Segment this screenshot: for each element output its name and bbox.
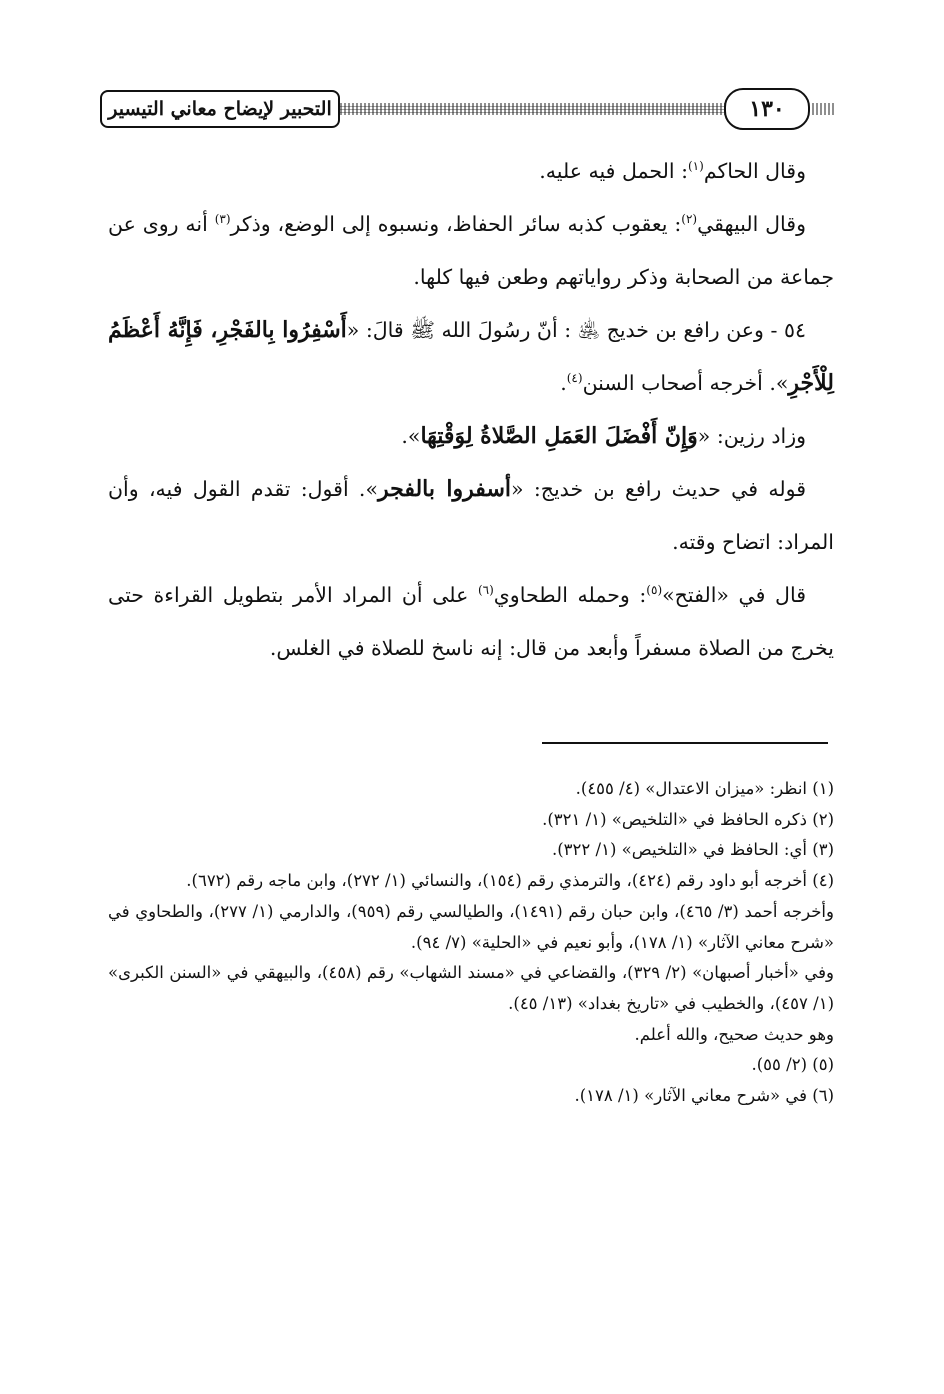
text-run: ». xyxy=(401,424,421,448)
main-text xyxy=(108,145,834,675)
paragraph-commentary xyxy=(108,463,834,569)
footnote-3: (٣) أي: الحافظ في «التلخيص» (١/ ٣٢٢). xyxy=(551,840,834,860)
paragraph-hakim xyxy=(108,145,834,198)
footnote-ref: (١) xyxy=(687,159,704,174)
footnote-1: (١) انظر: «ميزان الاعتدال» (٤/ ٤٥٥). xyxy=(575,779,834,798)
paragraph-razin xyxy=(108,410,834,463)
footnote-6: (٦) في «شرح معاني الآثار» (١/ ١٧٨). xyxy=(574,1086,834,1106)
text-run: وقال البيهقي xyxy=(697,212,807,236)
footnote-ref: (٢) xyxy=(681,212,698,227)
footnote-ref: (٥) xyxy=(646,583,663,598)
footnote-separator xyxy=(542,742,828,744)
text-run: : الحمل فيه عليه. xyxy=(539,159,688,183)
text-run: ». أقول: تقدم القول فيه، وأن المراد: اتضاح وقته. xyxy=(108,477,834,554)
footnote-4-verdict: وهو حديث صحيح، والله أعلم. xyxy=(634,1024,834,1044)
footnote-ref: (٤) xyxy=(566,371,583,386)
text-run: : وحمله الطحاوي xyxy=(493,583,647,607)
footnote-4: (٤) أخرجه أبو داود رقم (٤٢٤)، والترمذي رقم (١٥٤)، والنسائي (١/ ٢٧٢)، وابن ماجه رقم (٦٧٢). xyxy=(186,871,834,891)
footnote-5: (٥) (٢/ ٥٥). xyxy=(751,1055,834,1075)
hadith-matn: وَإِنّ أَفْضَلَ العَمَلِ الصَّلاةُ لِوَقْتِهَا xyxy=(420,423,698,449)
header-decorative-band-end xyxy=(812,103,834,115)
text-run: أنه روى عن جماعة من الصحابة وذكر رواياتهم وطعن فيها كلها. xyxy=(108,212,834,289)
page-number: ١٣٠ xyxy=(724,88,810,130)
running-title: التحبير لإيضاح معاني التيسير xyxy=(100,90,340,128)
text-run: قوله في حديث رافع بن خديج: « xyxy=(511,477,806,501)
text-run: وقال الحاكم xyxy=(703,159,806,183)
text-run: على أن المراد الأمر بتطويل القراءة حتى يخرج من الصلاة مسفراً وأبعد من قال: إنه ناسخ للصلاة في الغلس. xyxy=(108,583,834,660)
footnotes xyxy=(108,774,834,1112)
page-header xyxy=(100,88,834,134)
hadith-matn: أَسْفِرُوا بِالفَجْرِ، فَإِنَّهُ أَعْظَمُ لِلْأَجْرِ xyxy=(108,317,834,396)
text-run: : يعقوب كذبه سائر الحفاظ، ونسبوه إلى الوضع، وذكر xyxy=(230,212,682,236)
footnote-4-continued: وأخرجه أحمد (٣/ ٤٦٥)، وابن حبان رقم (١٤٩١)، والطيالسي رقم (٩٥٩)، والدارمي (١/ ٢٧٧)، والطحاوي في «شرح معاني الآثار» (١/ ١٧٨)، وأبو نعيم في «الحلية» (٧/ ٩٤). xyxy=(108,901,834,952)
quoted-phrase: أسفروا بالفجر xyxy=(378,476,511,502)
footnote-4-continued: وفي «أخبار أصبهان» (٢/ ٣٢٩)، والقضاعي في «مسند الشهاب» رقم (٤٥٨)، والبيهقي في «السنن الكبرى» (١/ ٤٥٧)، والخطيب في «تاريخ بغداد» (١٣/ ٤٥). xyxy=(108,963,834,1013)
paragraph-fath xyxy=(108,569,834,675)
hadith-54 xyxy=(108,304,834,410)
text-run: قال في «الفتح» xyxy=(662,583,806,607)
text-run: ٥٤ - وعن رافع بن خديج ﵁ : أنّ رسُولَ الله ﷺ قالَ: « xyxy=(346,318,806,342)
text-run: ». أخرجه أصحاب السنن xyxy=(582,371,789,395)
header-decorative-band-lines xyxy=(340,105,734,113)
paragraph-bayhaqi xyxy=(108,198,834,304)
footnote-ref: (٣) xyxy=(214,212,231,227)
footnote-ref: (٦) xyxy=(477,583,494,598)
text-run: . xyxy=(560,371,567,395)
text-run: وزاد رزين: « xyxy=(697,424,806,448)
footnote-2: (٢) ذكره الحافظ في «التلخيص» (١/ ٣٢١). xyxy=(542,809,834,829)
